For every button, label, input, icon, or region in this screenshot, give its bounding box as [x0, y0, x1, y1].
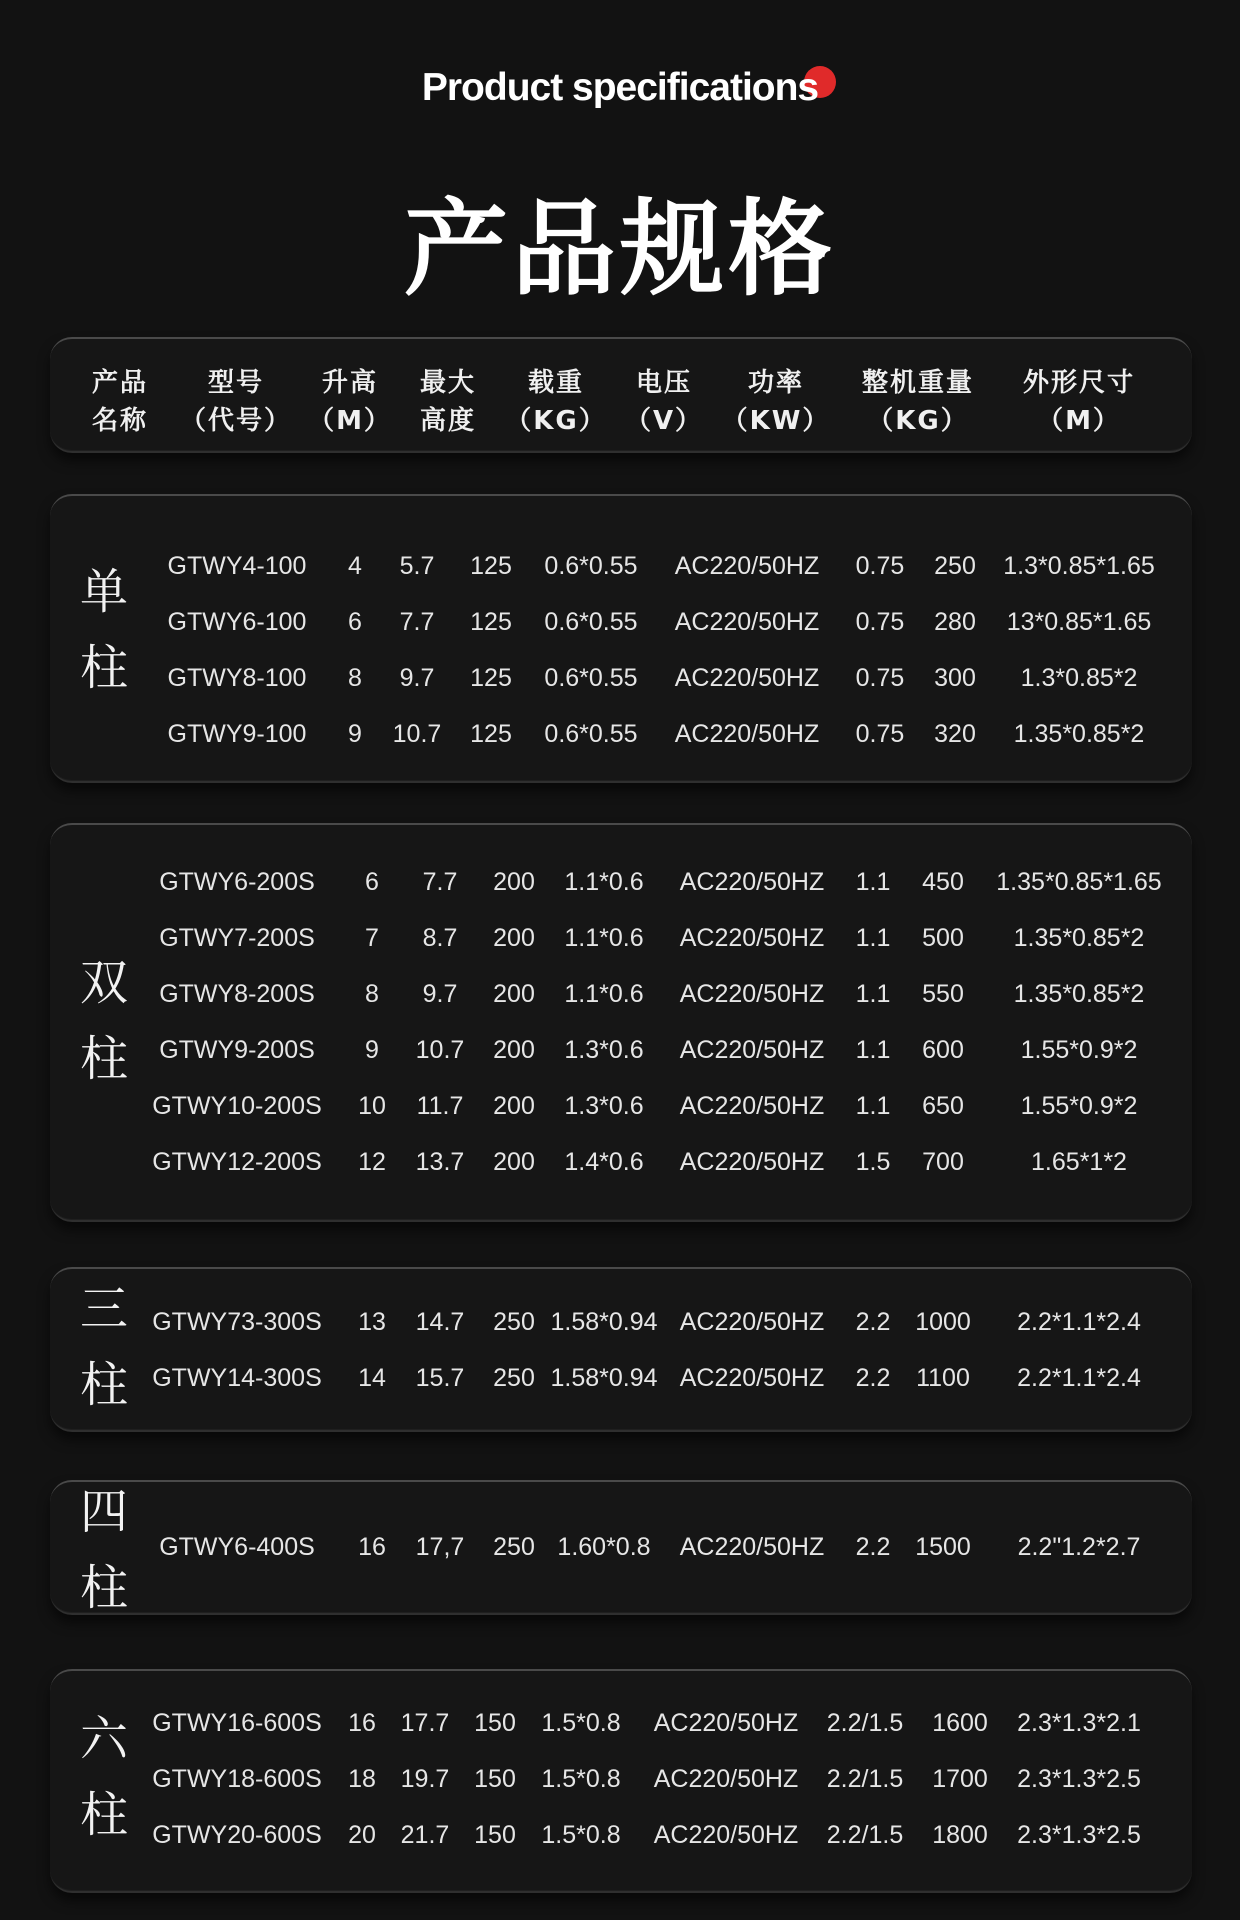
cell-lift-height: 6 [348, 608, 362, 636]
cell-voltage: AC220/50HZ [674, 552, 820, 580]
cell-dimensions: 1.65*1*2 [1031, 1148, 1127, 1176]
cell-dimensions: 2.3*1.3*2.1 [1017, 1709, 1141, 1737]
cell-power: 1.1 [855, 980, 891, 1008]
col-weight [848, 364, 988, 440]
group-double-column [50, 823, 1192, 1222]
cell-load: 200 [493, 924, 535, 952]
category-char: 柱 [79, 1031, 128, 1087]
cell-model: GTWY9-100 [167, 720, 307, 748]
col-label-line2: （KW） [721, 406, 831, 436]
group-single-column [50, 494, 1192, 783]
col-label-line2: （M） [308, 406, 392, 436]
cell-voltage: AC220/50HZ [679, 1036, 825, 1064]
cell-weight: 500 [922, 924, 964, 952]
cell-platform-size: 1.58*0.94 [550, 1364, 658, 1392]
cell-load: 125 [470, 720, 512, 748]
group-six-column [50, 1669, 1192, 1893]
cell-dimensions: 1.35*0.85*2 [1013, 980, 1145, 1008]
cell-platform-size: 0.6*0.55 [544, 608, 638, 636]
cell-lift-height: 18 [348, 1765, 376, 1793]
cell-load: 125 [470, 552, 512, 580]
cell-lift-height: 6 [365, 868, 379, 896]
cell-max-height: 9.7 [422, 980, 458, 1008]
cell-voltage: AC220/50HZ [679, 1308, 825, 1336]
cell-weight: 1500 [915, 1533, 971, 1561]
cell-max-height: 17.7 [400, 1709, 450, 1737]
group-triple-column [50, 1267, 1192, 1432]
col-label-line2: （KG） [867, 406, 969, 436]
cell-load: 200 [493, 868, 535, 896]
group-quad-column [50, 1480, 1192, 1615]
cell-weight: 320 [934, 720, 976, 748]
cell-max-height: 5.7 [399, 552, 435, 580]
cell-dimensions: 1.55*0.9*2 [1020, 1092, 1138, 1120]
col-dimensions [1009, 364, 1149, 440]
cell-load: 150 [474, 1765, 516, 1793]
cell-power: 0.75 [855, 552, 905, 580]
cell-lift-height: 13 [358, 1308, 386, 1336]
cell-voltage: AC220/50HZ [653, 1709, 799, 1737]
cell-dimensions: 2.2*1.1*2.4 [1017, 1364, 1141, 1392]
cell-power: 2.2/1.5 [826, 1765, 904, 1793]
cell-platform-size: 1.4*0.6 [564, 1148, 644, 1176]
cell-max-height: 9.7 [399, 664, 435, 692]
cell-load: 125 [470, 608, 512, 636]
col-label-line2: 名称 [91, 406, 148, 436]
cell-weight: 250 [934, 552, 976, 580]
category-char: 三 [79, 1281, 128, 1337]
cell-lift-height: 12 [358, 1148, 386, 1176]
cell-model: GTWY6-400S [159, 1533, 315, 1561]
cell-voltage: AC220/50HZ [679, 1092, 825, 1120]
category-char: 六 [79, 1711, 128, 1767]
col-label-line2: （M） [1037, 406, 1121, 436]
cell-power: 1.1 [855, 1036, 891, 1064]
subtitle-wrapper [0, 66, 1240, 110]
cell-load: 200 [493, 980, 535, 1008]
cell-max-height: 7.7 [399, 608, 435, 636]
cell-voltage: AC220/50HZ [679, 1148, 825, 1176]
col-power [706, 364, 846, 440]
cell-lift-height: 9 [348, 720, 362, 748]
cell-weight: 1100 [916, 1364, 970, 1392]
cell-model: GTWY7-200S [159, 924, 315, 952]
cell-model: GTWY8-100 [167, 664, 307, 692]
cell-weight: 1600 [932, 1709, 988, 1737]
cell-weight: 300 [934, 664, 976, 692]
header-row [50, 337, 1192, 453]
cell-max-height: 13.7 [415, 1148, 465, 1176]
cell-platform-size: 0.6*0.55 [544, 552, 638, 580]
cell-dimensions: 2.3*1.3*2.5 [1017, 1821, 1141, 1849]
cell-dimensions: 1.35*0.85*2 [1013, 720, 1145, 748]
col-label-line1: 电压 [635, 368, 692, 398]
cell-load: 200 [493, 1092, 535, 1120]
cell-lift-height: 9 [365, 1036, 379, 1064]
col-label-line1: 产品 [91, 368, 148, 398]
col-label-line2: （KG） [505, 406, 607, 436]
cell-power: 2.2/1.5 [826, 1821, 904, 1849]
cell-voltage: AC220/50HZ [674, 664, 820, 692]
cell-lift-height: 8 [348, 664, 362, 692]
cell-load: 250 [493, 1533, 535, 1561]
cell-weight: 550 [922, 980, 964, 1008]
cell-load: 250 [493, 1364, 535, 1392]
cell-load: 250 [493, 1308, 535, 1336]
col-label-line1: 最大 [419, 368, 476, 398]
cell-platform-size: 1.5*0.8 [541, 1821, 621, 1849]
cell-power: 2.2 [855, 1308, 891, 1336]
category-char: 柱 [79, 1560, 128, 1616]
cell-platform-size: 1.1*0.6 [564, 980, 644, 1008]
cell-dimensions: 1.3*0.85*1.65 [1003, 552, 1155, 580]
category-char: 柱 [79, 1357, 128, 1413]
cell-power: 0.75 [855, 720, 905, 748]
category-char: 四 [79, 1484, 128, 1540]
cell-platform-size: 1.58*0.94 [550, 1308, 658, 1336]
cell-voltage: AC220/50HZ [653, 1765, 799, 1793]
cell-voltage: AC220/50HZ [674, 720, 820, 748]
cell-voltage: AC220/50HZ [674, 608, 820, 636]
cell-max-height: 10.7 [392, 720, 442, 748]
cell-model: GTWY8-200S [159, 980, 315, 1008]
cell-max-height: 8.7 [422, 924, 458, 952]
cell-platform-size: 0.6*0.55 [544, 664, 638, 692]
cell-power: 2.2 [855, 1533, 891, 1561]
cell-voltage: AC220/50HZ [679, 1533, 825, 1561]
category-char: 双 [79, 955, 128, 1011]
cell-max-height: 14.7 [415, 1308, 465, 1336]
cell-voltage: AC220/50HZ [679, 924, 825, 952]
cell-platform-size: 0.6*0.55 [544, 720, 638, 748]
subtitle [422, 66, 818, 110]
cell-model: GTWY73-300S [152, 1308, 322, 1336]
cell-power: 1.1 [855, 868, 891, 896]
page-title: 产品规格 [403, 188, 836, 310]
cell-model: GTWY12-200S [152, 1148, 322, 1176]
cell-max-height: 21.7 [400, 1821, 450, 1849]
col-label-line2: （V） [624, 406, 704, 436]
cell-load: 125 [470, 664, 512, 692]
cell-platform-size: 1.5*0.8 [541, 1709, 621, 1737]
cell-voltage: AC220/50HZ [679, 980, 825, 1008]
cell-weight: 450 [922, 868, 964, 896]
cell-voltage: AC220/50HZ [679, 868, 825, 896]
cell-dimensions: 1.35*0.85*1.65 [996, 868, 1162, 896]
col-label-line2: 高度 [419, 406, 476, 436]
cell-platform-size: 1.1*0.6 [564, 868, 644, 896]
cell-model: GTWY20-600S [152, 1821, 322, 1849]
cell-lift-height: 20 [348, 1821, 376, 1849]
cell-dimensions: 13*0.85*1.65 [1006, 608, 1152, 636]
col-label-line2: （代号） [179, 406, 292, 436]
cell-model: GTWY18-600S [152, 1765, 322, 1793]
cell-lift-height: 16 [348, 1709, 376, 1737]
cell-lift-height: 10 [358, 1092, 386, 1120]
cell-power: 1.1 [855, 1092, 891, 1120]
col-label-line1: 功率 [747, 368, 804, 398]
cell-model: GTWY4-100 [167, 552, 307, 580]
cell-weight: 1700 [932, 1765, 988, 1793]
cell-load: 200 [493, 1148, 535, 1176]
cell-power: 1.1 [855, 924, 891, 952]
cell-dimensions: 1.3*0.85*2 [1020, 664, 1138, 692]
cell-dimensions: 1.35*0.85*2 [1013, 924, 1145, 952]
cell-voltage: AC220/50HZ [653, 1821, 799, 1849]
cell-platform-size: 1.60*0.8 [557, 1533, 651, 1561]
cell-lift-height: 7 [365, 924, 379, 952]
cell-load: 150 [474, 1821, 516, 1849]
cell-load: 200 [493, 1036, 535, 1064]
cell-platform-size: 1.5*0.8 [541, 1765, 621, 1793]
cell-platform-size: 1.3*0.6 [564, 1036, 644, 1064]
category-label [76, 1271, 132, 1423]
category-char: 单 [79, 564, 128, 620]
cell-power: 2.2/1.5 [826, 1709, 904, 1737]
cell-model: GTWY16-600S [152, 1709, 322, 1737]
cell-power: 0.75 [855, 608, 905, 636]
col-label-line1: 型号 [207, 368, 264, 398]
cell-dimensions: 1.55*0.9*2 [1020, 1036, 1138, 1064]
cell-weight: 700 [922, 1148, 964, 1176]
cell-max-height: 10.7 [415, 1036, 465, 1064]
cell-dimensions: 2.2*1.1*2.4 [1017, 1308, 1141, 1336]
col-label-line1: 载重 [527, 368, 584, 398]
cell-dimensions: 2.3*1.3*2.5 [1017, 1765, 1141, 1793]
cell-max-height: 7.7 [422, 868, 458, 896]
category-char: 柱 [79, 640, 128, 696]
cell-model: GTWY14-300S [152, 1364, 322, 1392]
cell-model: GTWY6-100 [167, 608, 307, 636]
category-label [76, 945, 132, 1097]
cell-voltage: AC220/50HZ [679, 1364, 825, 1392]
cell-dimensions: 2.2"1.2*2.7 [1017, 1533, 1141, 1561]
cell-lift-height: 16 [358, 1533, 386, 1561]
cell-lift-height: 4 [348, 552, 362, 580]
cell-model: GTWY10-200S [152, 1092, 322, 1120]
cell-load: 150 [474, 1709, 516, 1737]
col-label-line1: 升高 [321, 368, 378, 398]
col-label-line1: 外形尺寸 [1022, 368, 1135, 398]
cell-lift-height: 8 [365, 980, 379, 1008]
cell-max-height: 19.7 [400, 1765, 450, 1793]
cell-model: GTWY6-200S [159, 868, 315, 896]
cell-weight: 280 [934, 608, 976, 636]
cell-max-height: 17,7 [415, 1533, 465, 1561]
cell-platform-size: 1.3*0.6 [564, 1092, 644, 1120]
cell-weight: 600 [922, 1036, 964, 1064]
cell-platform-size: 1.1*0.6 [564, 924, 644, 952]
cell-model: GTWY9-200S [159, 1036, 315, 1064]
cell-power: 1.5 [855, 1148, 891, 1176]
cell-weight: 1800 [932, 1821, 988, 1849]
cell-power: 2.2 [855, 1364, 891, 1392]
cell-max-height: 11.7 [416, 1092, 464, 1120]
cell-weight: 1000 [915, 1308, 971, 1336]
cell-weight: 650 [922, 1092, 964, 1120]
cell-power: 0.75 [855, 664, 905, 692]
cell-lift-height: 14 [358, 1364, 386, 1392]
col-label-line1: 整机重量 [861, 368, 974, 398]
subtitle-text: Product specifications [421, 66, 819, 109]
cell-max-height: 15.7 [415, 1364, 465, 1392]
category-char: 柱 [79, 1787, 128, 1843]
